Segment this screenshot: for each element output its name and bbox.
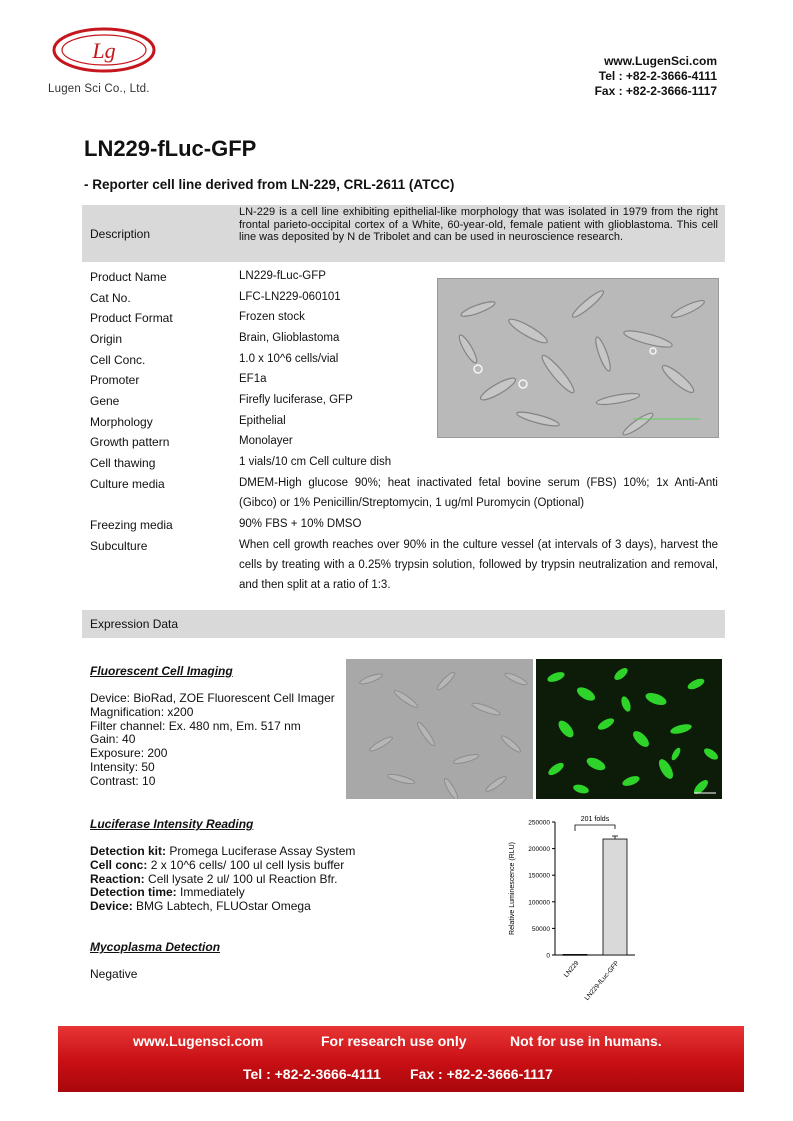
imaging-filter: Filter channel: Ex. 480 nm, Em. 517 nm: [90, 718, 301, 733]
spec-label-morphology: Morphology: [90, 415, 153, 429]
spec-value-culture-media: DMEM-High glucose 90%; heat inactivated fetal bovine serum (FBS) 10%; 1x Anti-Anti (Gibco) or 1% Penicillin/Streptomycin, 1 ug/ml Puromycin (Optional): [239, 477, 718, 509]
imaging-details: [90, 692, 335, 789]
luciferase-detection-kit: Detection kit: Promega Luciferase Assay System: [90, 844, 356, 858]
spec-label-product-name: Product Name: [90, 270, 167, 284]
spec-label-subculture: Subculture: [90, 539, 148, 553]
description-text: LN-229 is a cell line exhibiting epithelial-like morphology that was isolated in 1979 from the right frontal parieto-occipital cortex of a White, 60-year-old, female patient with glioblastoma. This cell line was deposited by N de Tribolet and can be used in neuroscience research.: [239, 206, 718, 243]
spec-label-cat-no: Cat No.: [90, 291, 131, 305]
luciferase-cell-conc: Cell conc: 2 x 10^6 cells/ 100 ul cell lysis buffer: [90, 857, 345, 872]
imaging-device: Device: BioRad, ZOE Fluorescent Cell Imager: [90, 691, 335, 705]
footer-fax: Fax : +82-2-3666-1117: [410, 1066, 553, 1082]
cell-morphology-drawing: [438, 279, 719, 438]
imaging-intensity: Intensity: 50: [90, 759, 155, 774]
spec-value-cat-no: LFC-LN229-060101: [239, 291, 341, 303]
spec-value-origin: Brain, Glioblastoma: [239, 332, 340, 344]
chart-x-tick-label: LN229: [562, 959, 581, 979]
imaging-gain: Gain: 40: [90, 732, 136, 747]
spec-value-cell-thawing: 1 vials/10 cm Cell culture dish: [239, 456, 392, 468]
footer-human-note: Not for use in humans.: [510, 1033, 662, 1049]
spec-value-gene: Firefly luciferase, GFP: [239, 394, 353, 406]
chart-y-tick-label: 200000: [528, 846, 550, 854]
spec-value-cell-conc: 1.0 x 10^6 cells/vial: [239, 353, 339, 365]
footer-tel: Tel : +82-2-3666-4111: [243, 1066, 381, 1082]
luciferase-device: Device: BMG Labtech, FLUOstar Omega: [90, 899, 311, 914]
chart-y-tick-label: 100000: [528, 899, 550, 907]
product-subtitle: - Reporter cell line derived from LN-229, CRL-2611 (ATCC): [84, 177, 455, 192]
spec-label-culture-media: Culture media: [90, 477, 165, 491]
header-website[interactable]: www.LugenSci.com: [604, 54, 717, 68]
chart-y-axis-label: Relative Luminescence (RLU): [509, 842, 516, 935]
chart-bar: [563, 954, 587, 955]
chart-y-tick-label: 150000: [528, 872, 550, 880]
chart-bar: [603, 839, 627, 955]
spec-label-freezing-media: Freezing media: [90, 518, 173, 532]
spec-value-freezing-media: 90% FBS + 10% DMSO: [239, 518, 362, 530]
spec-label-cell-thawing: Cell thawing: [90, 456, 156, 470]
description-label: Description: [90, 227, 151, 241]
spec-value-growth-pattern: Monolayer: [239, 435, 293, 447]
chart-y-tick-label: 250000: [528, 819, 550, 827]
gfp-drawing: [536, 659, 722, 799]
luciferase-reaction: Reaction: Cell lysate 2 ul/ 100 ul Reaction Bfr.: [90, 871, 338, 886]
brightfield-image: [346, 659, 533, 799]
luciferase-section-title: Luciferase Intensity Reading: [90, 817, 254, 831]
footer-website[interactable]: www.Lugensci.com: [133, 1033, 264, 1049]
gfp-fluorescence-image: [536, 659, 722, 799]
logo-letters: Lg: [92, 38, 116, 63]
chart-bracket: [575, 825, 615, 831]
chart-x-tick-label: LN229-fLuc-GFP: [583, 959, 621, 1002]
footer-banner: [58, 1026, 744, 1092]
company-name: Lugen Sci Co., Ltd.: [48, 83, 150, 95]
expression-data-bar: [82, 610, 725, 638]
header-fax: Fax : +82-2-3666-1117: [594, 84, 717, 98]
header-contact: [595, 54, 717, 99]
footer-research-note: For research use only: [321, 1033, 467, 1049]
chart-y-tick-label: 50000: [531, 925, 550, 933]
mycoplasma-section-title: Mycoplasma Detection: [90, 940, 221, 954]
luciferase-detection-time: Detection time: Immediately: [90, 885, 245, 900]
spec-label-promoter: Promoter: [90, 373, 140, 387]
product-title: LN229-fLuc-GFP: [84, 136, 257, 161]
luciferase-details: [90, 845, 355, 914]
chart-y-tick-label: 0: [546, 952, 550, 960]
imaging-magnification: Magnification: x200: [90, 704, 194, 719]
spec-label-growth-pattern: Growth pattern: [90, 435, 170, 449]
spec-label-product-format: Product Format: [90, 311, 173, 325]
spec-value-promoter: EF1a: [239, 373, 267, 385]
spec-value-subculture: When cell growth reaches over 90% in the culture vessel (at intervals of 3 days), harvest the cells by treating with a 0.25% trypsin solution, followed by trypsin neutralization and removal, and then split at a ratio of 1:3.: [239, 539, 718, 591]
spec-label-cell-conc: Cell Conc.: [90, 353, 146, 367]
imaging-section-title: Fluorescent Cell Imaging: [90, 664, 233, 678]
chart-annotation: 201 folds: [580, 816, 610, 823]
imaging-contrast: Contrast: 10: [90, 773, 156, 788]
expression-data-label: Expression Data: [90, 617, 179, 631]
cell-morphology-image: [437, 278, 719, 438]
spec-value-product-format: Frozen stock: [239, 311, 305, 323]
spec-label-gene: Gene: [90, 394, 120, 408]
spec-value-product-name: LN229-fLuc-GFP: [239, 270, 326, 282]
luciferase-bar-chart: [500, 808, 660, 1024]
spec-label-origin: Origin: [90, 332, 123, 346]
mycoplasma-result: Negative: [90, 967, 138, 981]
brightfield-drawing: [346, 659, 533, 799]
spec-value-morphology: Epithelial: [239, 415, 286, 427]
header-tel: Tel : +82-2-3666-4111: [598, 69, 717, 83]
imaging-exposure: Exposure: 200: [90, 746, 168, 761]
